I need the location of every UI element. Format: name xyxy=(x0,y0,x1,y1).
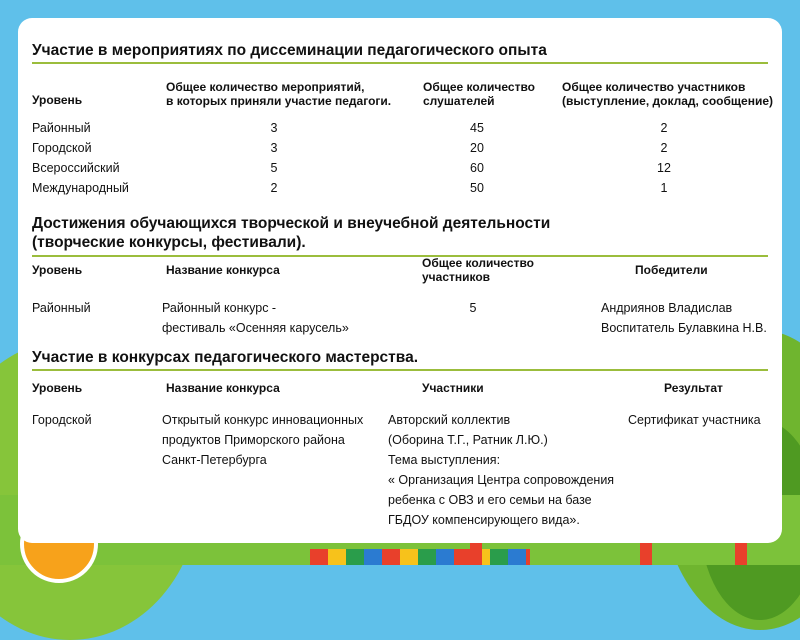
cell-events: 3 xyxy=(270,121,278,135)
cell-participants: 2 xyxy=(660,141,668,155)
section-title-contests: Участие в конкурсах педагогического мастерства. xyxy=(32,349,419,366)
section-divider xyxy=(32,369,768,371)
col-header-result: Результат xyxy=(664,381,723,395)
col-header-contest: Название конкурса xyxy=(166,381,280,395)
cell-level: Городской xyxy=(32,413,92,427)
col-header-level: Уровень xyxy=(32,93,83,107)
col-header-listeners: Общее количество слушателей xyxy=(423,80,536,108)
cell-result: Сертификат участника xyxy=(628,413,761,427)
col-header-count: Общее количество участников xyxy=(422,256,535,284)
section-title-dissemination: Участие в мероприятиях по диссеминации педагогического опыта xyxy=(32,42,547,59)
col-header-level: Уровень xyxy=(32,381,83,395)
background-fence xyxy=(310,549,530,565)
col-header-contest: Название конкурса xyxy=(166,263,280,277)
col-header-participants: Участники xyxy=(422,381,484,395)
cell-events: 3 xyxy=(270,141,278,155)
section-divider xyxy=(32,255,768,257)
col-header-winners: Победители xyxy=(635,263,708,277)
cell-participants: 1 xyxy=(660,181,668,195)
cell-events: 2 xyxy=(270,181,278,195)
section-divider xyxy=(32,62,768,64)
cell-listeners: 50 xyxy=(470,181,484,195)
cell-count: 5 xyxy=(469,301,477,315)
cell-participants: 12 xyxy=(657,161,671,175)
cell-listeners: 60 xyxy=(470,161,484,175)
content-card xyxy=(18,18,782,543)
cell-listeners: 45 xyxy=(470,121,484,135)
cell-contest: Открытый конкурс инновационных продуктов Приморского района Санкт-Петербурга xyxy=(162,413,364,467)
cell-winners: Андриянов Владислав Воспитатель Булавкина Н.В. xyxy=(601,301,767,335)
section-title-achievements: Достижения обучающихся творческой и внеучебной деятельности (творческие конкурсы, фестивали). xyxy=(32,215,551,251)
cell-level: Международный xyxy=(32,181,129,195)
cell-participants: 2 xyxy=(660,121,668,135)
col-header-events: Общее количество мероприятий, в которых приняли участие педагоги. xyxy=(166,80,392,108)
cell-listeners: 20 xyxy=(470,141,484,155)
col-header-participants: Общее количество участников (выступление, доклад, сообщение) xyxy=(562,80,774,108)
cell-events: 5 xyxy=(270,161,278,175)
col-header-level: Уровень xyxy=(32,263,83,277)
cell-contest: Районный конкурс - фестиваль «Осенняя карусель» xyxy=(162,301,349,335)
cell-level: Всероссийский xyxy=(32,161,120,175)
cell-level: Городской xyxy=(32,141,92,155)
cell-level: Районный xyxy=(32,121,91,135)
cell-participants: Авторский коллектив (Оборина Т.Г., Ратник Л.Ю.) Тема выступления: « Организация Центра сопровождения ребенка с ОВЗ и его семьи на базе ГБДОУ компенсирующего вида». xyxy=(388,413,615,527)
cell-level: Районный xyxy=(32,301,91,315)
